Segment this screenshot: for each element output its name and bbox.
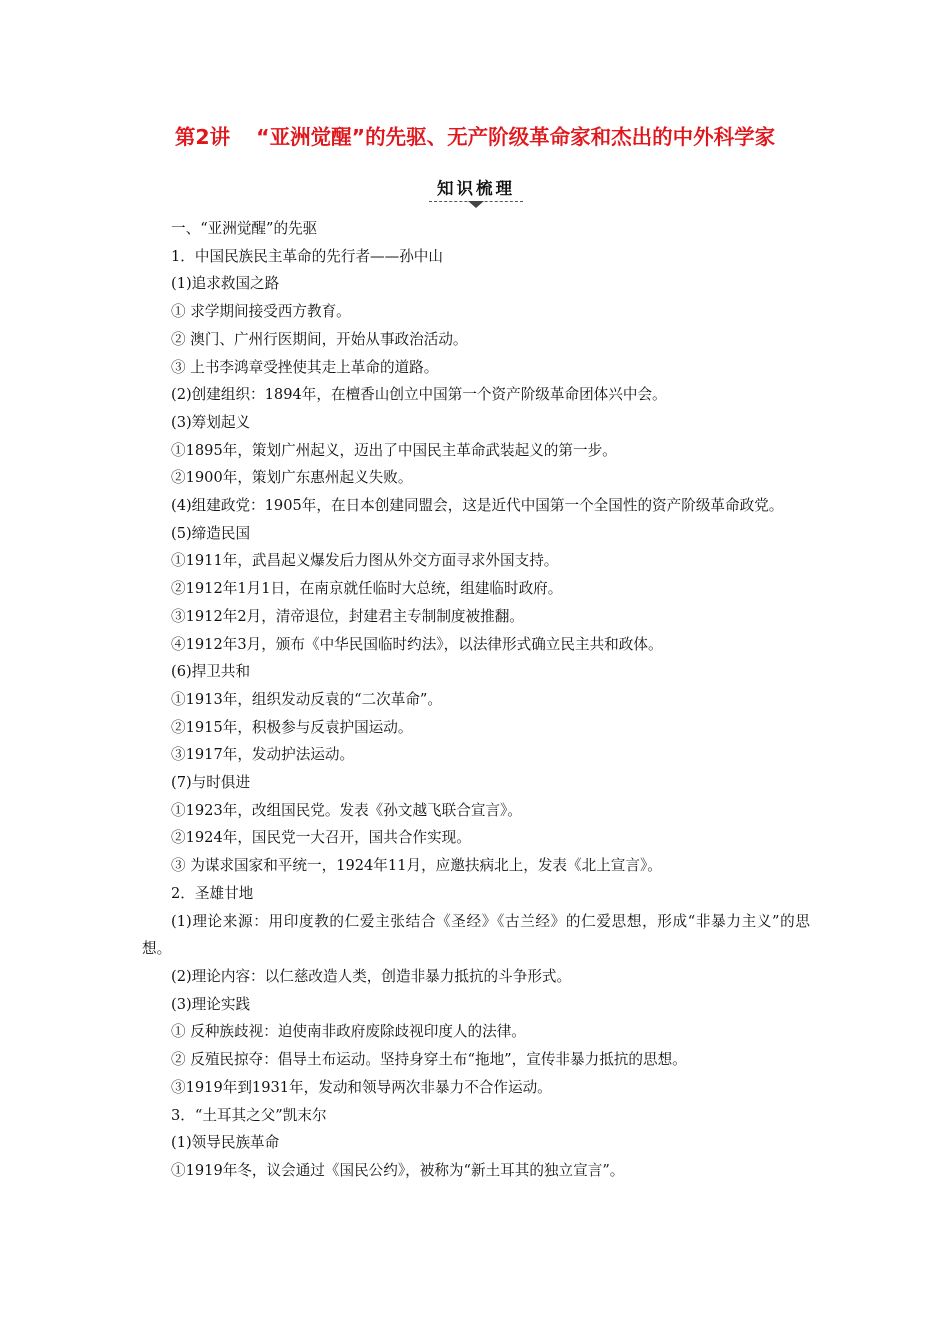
triangle-marker-icon: [468, 201, 484, 208]
paragraph: (7)与时俱进: [171, 774, 251, 792]
paragraph: ①1919年冬，议会通过《国民公约》，被称为“新土耳其的独立宣言”。: [171, 1161, 625, 1179]
paragraph: ②1912年1月1日，在南京就任临时大总统，组建临时政府。: [171, 580, 563, 598]
paragraph: (6)捍卫共和: [171, 663, 251, 681]
lesson-title-text: “亚洲觉醒”的先驱、无产阶级革命家和杰出的中外科学家: [256, 125, 776, 149]
paragraph: ②1915年，积极参与反袁护国运动。: [171, 718, 413, 736]
paragraph: ① 求学期间接受西方教育。: [171, 303, 351, 321]
paragraph: (2)创建组织：1894年，在檀香山创立中国第一个资产阶级革命团体兴中会。: [171, 386, 667, 404]
paragraph: 1．中国民族民主革命的先行者——孙中山: [171, 247, 443, 265]
paragraph: ①1923年，改组国民党。发表《孙文越飞联合宣言》。: [171, 801, 522, 819]
paragraph: ①1913年，组织发动反袁的“二次革命”。: [171, 690, 442, 708]
paragraph: (3)理论实践: [171, 995, 251, 1013]
paragraph: ②1924年，国民党一大召开，国共合作实现。: [171, 829, 471, 847]
paragraph: (4)组建政党：1905年，在日本创建同盟会，这是近代中国第一个全国性的资产阶级革命政党。: [171, 497, 784, 515]
paragraph: 3．“土耳其之父”凯末尔: [171, 1106, 327, 1124]
paragraph: ③ 为谋求国家和平统一，1924年11月，应邀扶病北上，发表《北上宣言》。: [171, 857, 662, 875]
paragraph: (1)追求救国之路: [171, 275, 280, 293]
paragraph: ③1917年，发动护法运动。: [171, 746, 355, 764]
paragraph: ③ 上书李鸿章受挫使其走上革命的道路。: [171, 358, 439, 376]
paragraph: (3)筹划起义: [171, 413, 251, 431]
body-text: [142, 215, 810, 1185]
paragraph: (2)理论内容：以仁慈改造人类，创造非暴力抵抗的斗争形式。: [171, 967, 572, 985]
section-heading-label: 知识梳理: [437, 179, 515, 198]
lesson-title: [140, 125, 810, 150]
paragraph: 2．圣雄甘地: [171, 884, 254, 902]
section-heading-knowledge: [420, 178, 532, 208]
paragraph: ③1912年2月，清帝退位，封建君主专制制度被推翻。: [171, 607, 524, 625]
paragraph: ④1912年3月，颁布《中华民国临时约法》，以法律形式确立民主共和政体。: [171, 635, 663, 653]
paragraph: (1)领导民族革命: [171, 1134, 280, 1152]
paragraph: ① 反种族歧视：迫使南非政府废除歧视印度人的法律。: [171, 1023, 526, 1041]
paragraph: ②1900年，策划广东惠州起义失败。: [171, 469, 413, 487]
paragraph: ② 反殖民掠夺：倡导土布运动。坚持身穿土布“拖地”，宣传非暴力抵抗的思想。: [171, 1051, 687, 1069]
paragraph: ①1911年，武昌起义爆发后力图从外交方面寻求外国支持。: [171, 552, 559, 570]
paragraph: 一、“亚洲觉醒”的先驱: [171, 220, 318, 237]
paragraph: ①1895年，策划广州起义，迈出了中国民主革命武装起义的第一步。: [171, 441, 617, 459]
paragraph: ③1919年到1931年，发动和领导两次非暴力不合作运动。: [171, 1078, 552, 1096]
lesson-number: 第2讲: [174, 125, 231, 149]
paragraph: (1)理论来源：用印度教的仁爱主张结合《圣经》《古兰经》的仁爱思想，形成“非暴力主义”的思想。: [142, 912, 810, 958]
paragraph: ② 澳门、广州行医期间，开始从事政治活动。: [171, 330, 468, 348]
paragraph: (5)缔造民国: [171, 524, 251, 542]
